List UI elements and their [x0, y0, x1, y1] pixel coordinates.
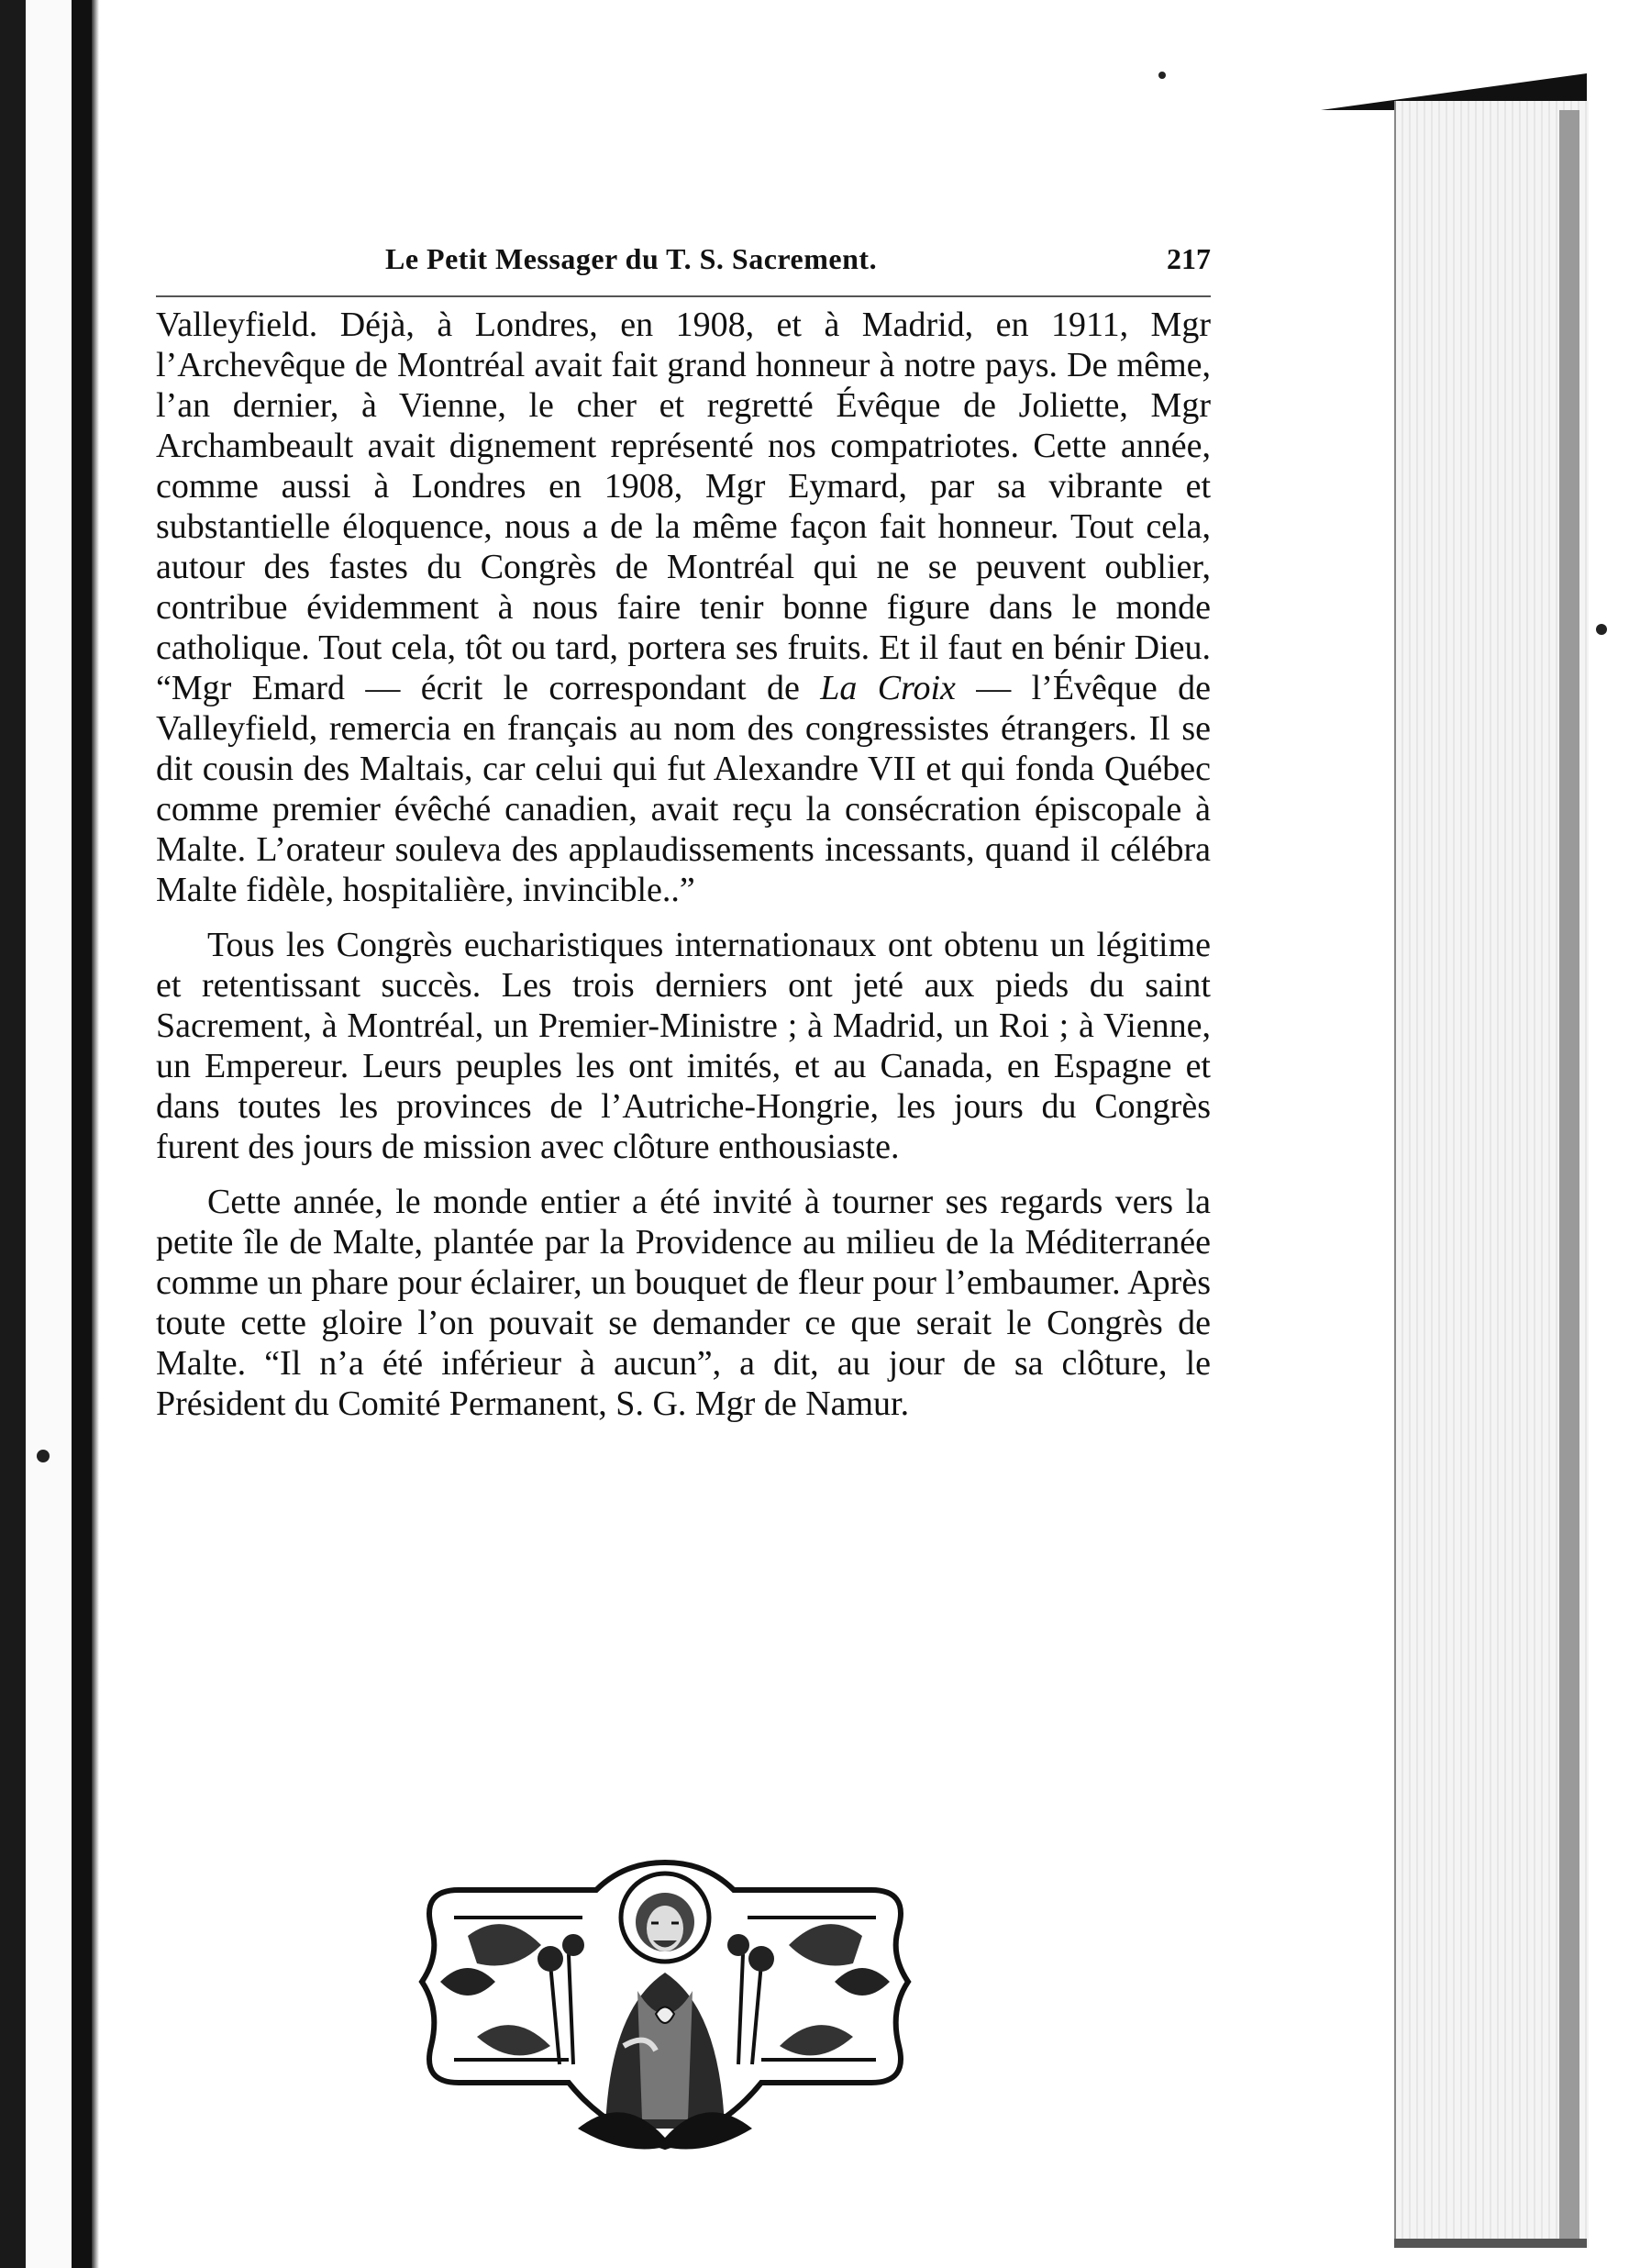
paragraph-text: — l’Évêque de Valleyfield, remercia en français au nom des congressistes étrangers. Il se dit cousin des Maltais, car celui qui fut Alexandre VII et qui fonda Québec comme premier évêché canadien, avait reçu la consécration épiscopale à Malte. L’orateur souleva des applaudissements incessants, quand il célébra Malte fidèle, hospitalière, invincible..”	[156, 669, 1211, 909]
body-text	[156, 305, 1211, 1424]
page-number: 217	[1167, 242, 1211, 275]
book-spine-edge	[0, 0, 26, 2268]
gutter-shadow	[72, 0, 92, 2268]
book-page	[156, 239, 1211, 1439]
italic-title: La Croix	[820, 669, 956, 707]
paragraph-text: Valleyfield. Déjà, à Londres, en 1908, et à Madrid, en 1911, Mgr l’Archevêque de Montréal avait fait grand honneur à notre pays. De même, l’an dernier, à Vienne, le cher et regretté Évêque de Joliette, Mgr Archambeault avait dignement représenté nos compatriotes. Cette année, comme aussi à Londres en 1908, Mgr Eymard, par sa vibrante et substantielle éloquence, nous a de la même façon fait honneur. Tout cela, autour des fastes du Congrès de Montréal qui ne se peuvent oublier, contribue évidemment à nous faire tenir bonne figure dans le monde catholique. Tout cela, tôt ou tard, portera ses fruits. Et il faut en bénir Dieu. “Mgr Emard — écrit le correspondant de	[156, 306, 1211, 707]
page-stack-bottom-edge	[1394, 2239, 1587, 2248]
running-head	[156, 239, 1211, 297]
speck-mark	[37, 1450, 50, 1462]
facing-page-margin	[26, 0, 76, 2268]
paragraph-1	[156, 305, 1211, 910]
paragraph-3: Cette année, le monde entier a été invité à tourner ses regards vers la petite île de Malte, plantée par la Providence au milieu de la Méditerranée comme un phare pour éclairer, un bouquet de fleur pour l’embaumer. Après toute cette gloire l’on pouvait se demander ce que serait le Congrès de Malte. “Il n’a été inférieur à aucun”, a dit, au jour de sa clôture, le Président du Comité Permanent, S. G. Mgr de Namur.	[156, 1183, 1211, 1423]
sacred-heart-vignette-icon	[413, 1853, 917, 2156]
running-title: Le Petit Messager du T. S. Sacrement.	[385, 242, 878, 275]
speck-mark	[1158, 72, 1166, 79]
page-stack-outer-edge	[1559, 110, 1579, 2239]
paragraph-2: Tous les Congrès eucharistiques internationaux ont obtenu un légitime et retentissant succès. Les trois derniers ont jeté aux pieds du saint Sacrement, à Montréal, un Premier-Ministre ; à Madrid, un Roi ; à Vienne, un Empereur. Leurs peuples les ont imités, et au Canada, en Espagne et dans toutes les provinces de l’Autriche-Hongrie, les jours du Congrès furent des jours de mission avec clôture enthousiaste.	[156, 926, 1211, 1166]
gutter-gradient	[92, 0, 99, 2268]
speck-mark	[1596, 624, 1607, 635]
